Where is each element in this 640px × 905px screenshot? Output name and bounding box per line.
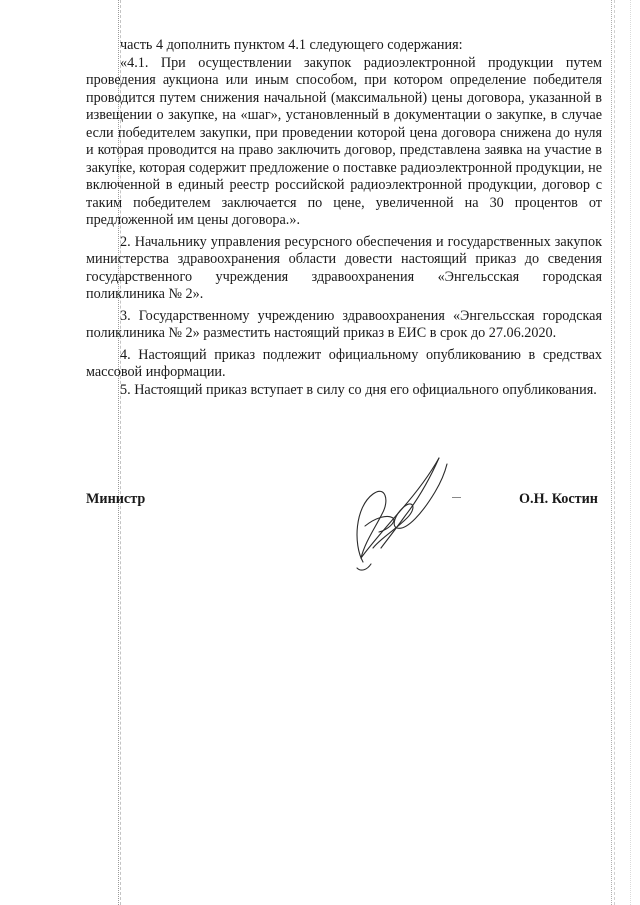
scan-artifact-line [630, 0, 631, 905]
clause-4-1-paragraph: «4.1. При осуществлении закупок радиоэлектронной продукции путем проведения аукциона или иным способом, при котором определение победителя проводится путем снижения начальной (максимальной) цены договора, указанной в извещении о закупке, на «шаг», установленный в документации о закупке, в случае если победителем закупки, при проведении которой цена договора снижена до нуля и которая проводится на право заключить договор, представлена заявка на участие в закупке, которая содержит предложение о поставке радиоэлектронной продукции, не включенной в единый реестр российской радиоэлектронной продукции, договор с таким победителем заключается по цене, увеличенной на 30 процентов от предложенной им цены договора.». [86, 54, 602, 228]
item-5-paragraph: 5. Настоящий приказ вступает в силу со дня его официального опубликования. [120, 381, 597, 398]
handwritten-signature [335, 452, 455, 582]
item-3-paragraph: 3. Государственному учреждению здравоохранения «Энгельсская городская поликлиника № 2» разместить настоящий приказ в ЕИС в срок до 27.06.2020. [86, 307, 602, 341]
document-body [86, 37, 602, 399]
item-2-paragraph: 2. Начальнику управления ресурсного обеспечения и государственных закупок министерства здравоохранения области довести настоящий приказ до сведения государственного учреждения здравоохранения «Энгельсская городская поликлиника № 2». [86, 233, 602, 302]
scan-artifact-line [611, 0, 612, 905]
intro-line: часть 4 дополнить пунктом 4.1 следующего содержания: [120, 37, 463, 53]
signatory-title: Министр [86, 491, 146, 507]
pen-mark [452, 497, 461, 498]
signatory-name: О.Н. Костин [518, 491, 598, 507]
item-4-paragraph: 4. Настоящий приказ подлежит официальному опубликованию в средствах массовой информации. [86, 346, 602, 380]
scan-artifact-line [614, 0, 615, 905]
